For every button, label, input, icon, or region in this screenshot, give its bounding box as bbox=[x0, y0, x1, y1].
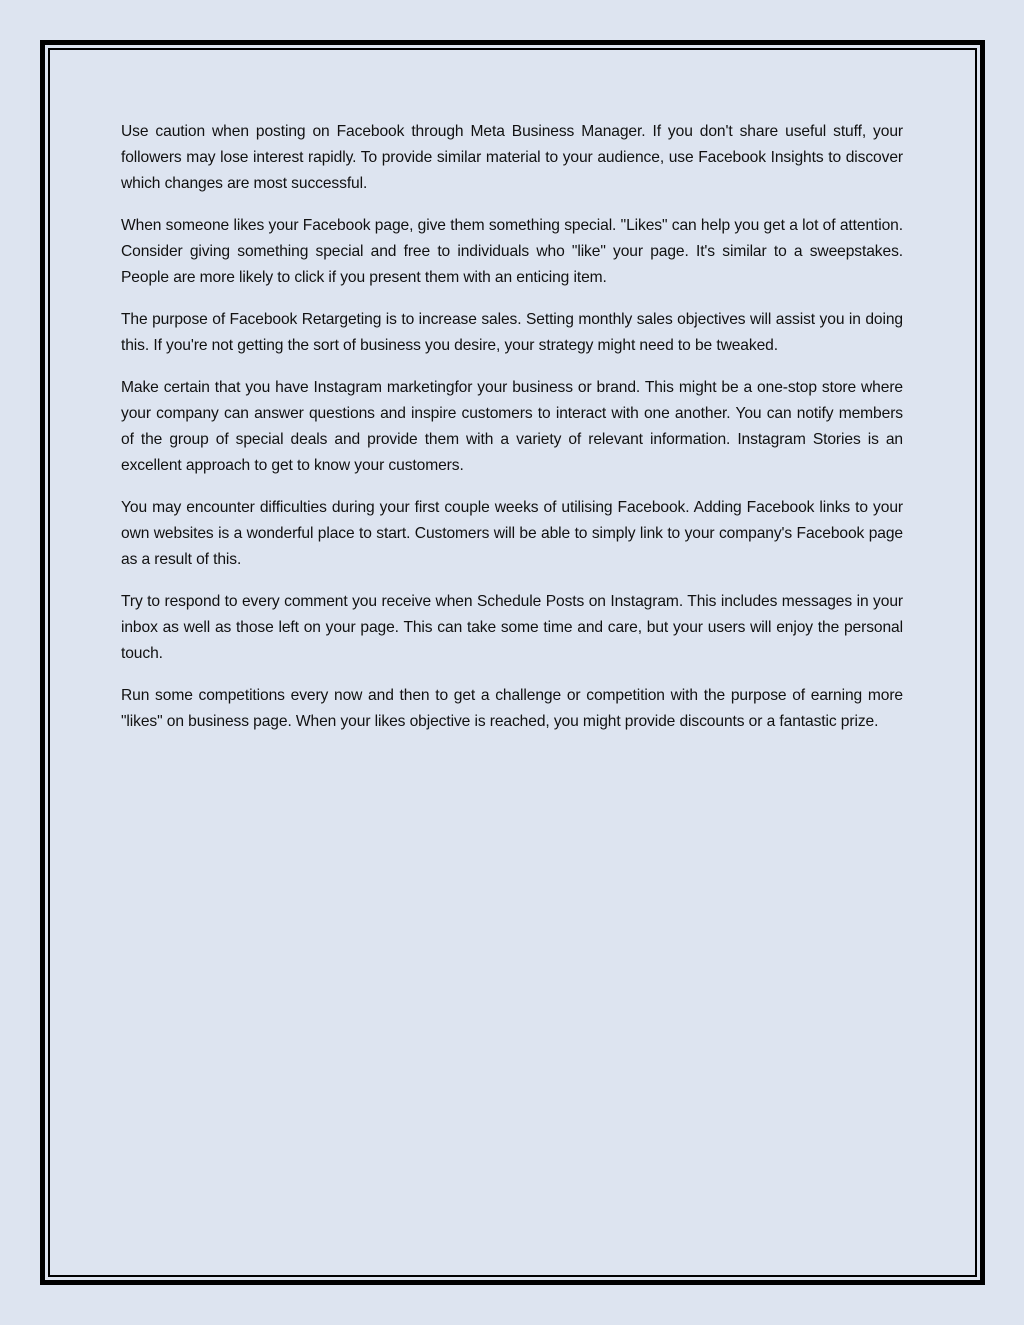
paragraph-2: When someone likes your Facebook page, give them something special. "Likes" can help you get a lot of attention. Consider giving something special and free to individuals who "like" your page. It's similar to a sweepstakes. People are more likely to click if you present them with an enticing item. bbox=[121, 217, 903, 286]
paragraph-7: Run some competitions every now and then to get a challenge or competition with the purpose of earning more "likes" on business page. When your likes objective is reached, you might provide discounts or a fantastic prize. bbox=[121, 687, 903, 730]
paragraph-1: Use caution when posting on Facebook through Meta Business Manager. If you don't share useful stuff, your followers may lose interest rapidly. To provide similar material to your audience, use Facebook Insights to discover which changes are most successful. bbox=[121, 123, 903, 192]
paragraph-4: Make certain that you have Instagram marketingfor your business or brand. This might be a one-stop store where your company can answer questions and inspire customers to interact with one another. You can notify members of the group of special deals and provide them with a variety of relevant information. Instagram Stories is an excellent approach to get to know your customers. bbox=[121, 379, 903, 474]
paragraph-3: The purpose of Facebook Retargeting is to increase sales. Setting monthly sales objectives will assist you in doing this. If you're not getting the sort of business you desire, your strategy might need to be tweaked. bbox=[121, 311, 903, 354]
paragraph-5: You may encounter difficulties during your first couple weeks of utilising Facebook. Adding Facebook links to your own websites is a wonderful place to start. Customers will be able to simply link to your company's Facebook page as a result of this. bbox=[121, 499, 903, 568]
paragraph-6: Try to respond to every comment you receive when Schedule Posts on Instagram. This includes messages in your inbox as well as those left on your page. This can take some time and care, but your users will enjoy the personal touch. bbox=[121, 593, 903, 662]
document-body bbox=[121, 119, 903, 751]
